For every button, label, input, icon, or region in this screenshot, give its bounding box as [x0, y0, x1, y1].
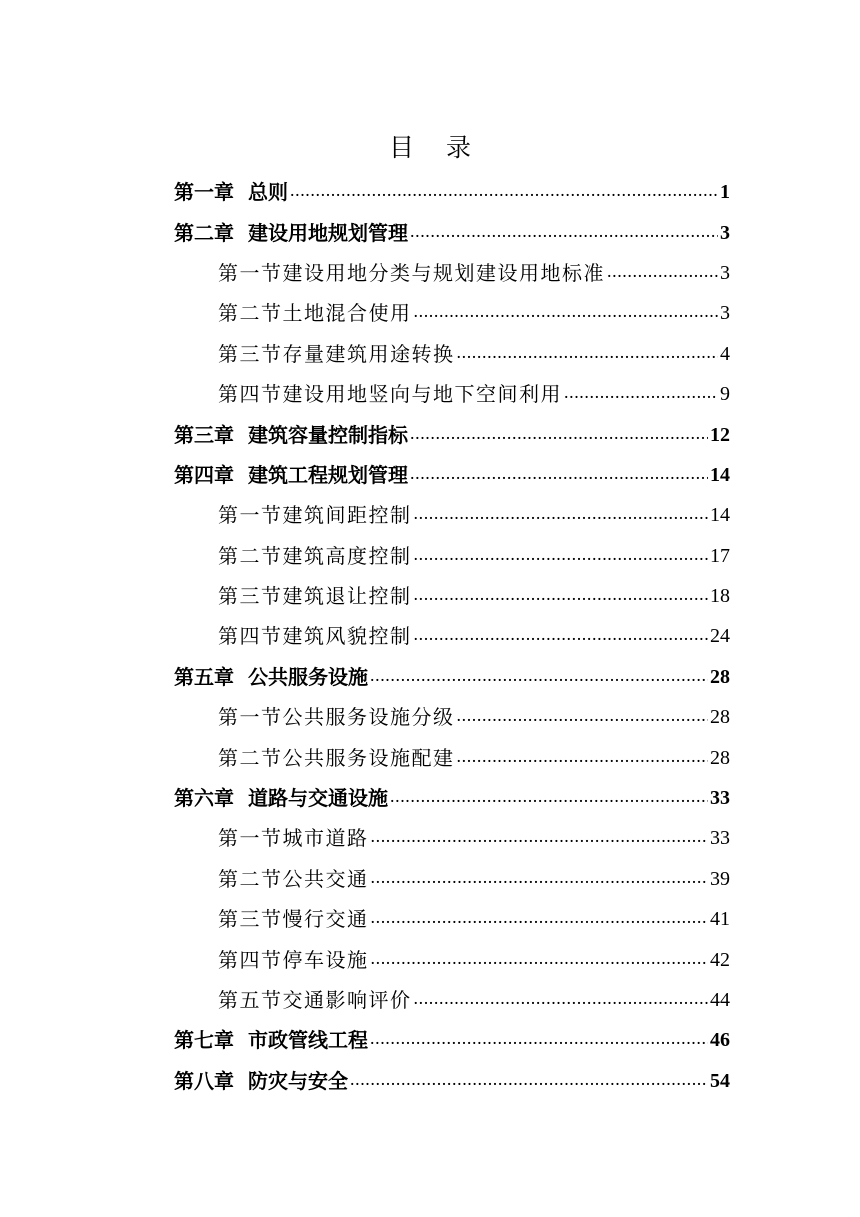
toc-entry-title: 建筑间距控制 [282, 503, 412, 528]
toc-entry-number: 第二节 [218, 745, 283, 770]
toc-page-number: 39 [710, 867, 730, 890]
toc-page-number: 33 [710, 827, 730, 850]
toc-entry-title: 建设用地竖向与地下空间利用 [282, 382, 562, 407]
toc-dot-leader [414, 301, 719, 325]
toc-entry-title: 城市道路 [282, 826, 369, 851]
toc-chapter-entry [174, 1061, 730, 1101]
toc-entry-title: 慢行交通 [282, 907, 369, 932]
toc-entry-label [218, 867, 369, 891]
toc-section-entry [174, 980, 730, 1020]
toc-entry-number: 第七章 [174, 1028, 234, 1053]
toc-entry-label [218, 301, 412, 325]
toc-page-number: 14 [710, 463, 730, 486]
toc-entry-label [218, 948, 369, 972]
toc-entry-label [218, 342, 455, 366]
toc-entry-number: 第三章 [174, 422, 234, 447]
toc-section-entry [174, 374, 730, 414]
toc-entry-title: 公共服务设施分级 [282, 705, 455, 730]
toc-entry-number: 第二节 [218, 543, 283, 568]
toc-entry-number: 第四节 [218, 947, 283, 972]
toc-entry-number: 第八章 [174, 1068, 234, 1093]
toc-dot-leader [607, 261, 718, 285]
toc-entry-title: 总则 [248, 180, 288, 205]
toc-section-entry [174, 859, 730, 899]
toc-dot-leader [410, 221, 718, 245]
toc-entry-title: 道路与交通设施 [248, 786, 388, 811]
toc-entry-title: 建筑风貌控制 [282, 624, 412, 649]
toc-section-entry [174, 495, 730, 535]
toc-entry-title: 存量建筑用途转换 [282, 341, 455, 366]
toc-entry-label [174, 423, 408, 447]
toc-dot-leader [564, 382, 718, 406]
toc-dot-leader [414, 584, 709, 608]
toc-page-number: 3 [720, 261, 730, 284]
toc-page-number: 42 [710, 948, 730, 971]
toc-entry-number: 第四节 [218, 382, 283, 407]
toc-page-number: 54 [710, 1069, 730, 1092]
toc-chapter-entry [174, 1020, 730, 1060]
toc-dot-leader [371, 907, 709, 931]
toc-page-number: 24 [710, 625, 730, 648]
toc-entry-title: 市政管线工程 [248, 1028, 368, 1053]
toc-entry-number: 第二节 [218, 866, 283, 891]
toc-entry-title: 建筑工程规划管理 [248, 462, 408, 487]
toc-page-number: 12 [710, 423, 730, 446]
toc-page-number: 28 [710, 706, 730, 729]
toc-section-entry [174, 536, 730, 576]
toc-entry-label [218, 382, 562, 406]
toc-entry-number: 第五节 [218, 988, 283, 1012]
toc-entry-title: 公共交通 [282, 866, 369, 891]
toc-page-number: 33 [710, 787, 730, 810]
toc-entry-label [174, 463, 408, 487]
toc-section-entry [174, 616, 730, 656]
toc-chapter-entry [174, 172, 730, 212]
toc-entry-number: 第六章 [174, 786, 234, 811]
toc-entry-title: 停车设施 [282, 947, 369, 972]
toc-entry-number: 第三节 [218, 584, 283, 609]
toc-entry-label [218, 826, 369, 850]
toc-chapter-entry [174, 212, 730, 252]
toc-entry-number: 第四章 [174, 462, 234, 487]
toc-page-number: 44 [710, 989, 730, 1011]
toc-entry-number: 第一节 [218, 260, 283, 285]
toc-entry-label [218, 503, 412, 527]
toc-entry-label [218, 907, 369, 931]
toc-entry-number: 第二节 [218, 301, 283, 326]
toc-section-entry [174, 737, 730, 777]
toc-entry-title: 建筑容量控制指标 [248, 422, 408, 447]
toc-entry-number: 第三节 [218, 907, 283, 932]
toc-entry-number: 第一节 [218, 503, 283, 528]
toc-chapter-entry [174, 414, 730, 454]
toc-chapter-entry [174, 657, 730, 697]
toc-chapter-entry [174, 778, 730, 818]
toc-page-number: 4 [720, 342, 730, 365]
toc-entry-number: 第三节 [218, 341, 283, 366]
toc-section-entry [174, 939, 730, 979]
toc-dot-leader [410, 423, 708, 447]
toc-dot-leader [370, 665, 708, 689]
toc-page-number: 46 [710, 1029, 730, 1052]
toc-section-entry [174, 899, 730, 939]
toc-page-number: 1 [720, 181, 730, 204]
toc-dot-leader [371, 867, 709, 891]
toc-dot-leader [414, 544, 709, 568]
toc-page-number: 41 [710, 908, 730, 931]
toc-entry-number: 第一节 [218, 705, 283, 730]
toc-dot-leader [414, 988, 709, 1012]
toc-dot-leader [457, 705, 709, 729]
toc-entry-label [174, 180, 288, 204]
toc-page-number: 9 [720, 383, 730, 406]
toc-page-number: 3 [720, 221, 730, 244]
toc-entry-label [174, 1069, 348, 1093]
toc-section-entry [174, 818, 730, 858]
toc-dot-leader [350, 1069, 708, 1093]
toc-dot-leader [410, 463, 708, 487]
toc-section-entry [174, 253, 730, 293]
toc-section-entry [174, 334, 730, 374]
toc-entry-label [218, 544, 412, 568]
toc-entry-label [174, 786, 388, 810]
toc-entry-title: 公共服务设施 [248, 664, 368, 689]
toc-entry-label [218, 746, 455, 770]
toc-dot-leader [457, 342, 719, 366]
toc-entry-label [174, 665, 368, 689]
toc-entry-label [218, 988, 412, 1012]
toc-dot-leader [371, 826, 709, 850]
toc-dot-leader [457, 746, 709, 770]
toc-dot-leader [290, 180, 718, 204]
toc-section-entry [174, 293, 730, 333]
toc-entry-number: 第五章 [174, 664, 234, 689]
toc-title: 目 录 [389, 133, 483, 162]
toc-chapter-entry [174, 455, 730, 495]
toc-entry-label [218, 261, 605, 285]
toc-list [174, 172, 730, 1101]
toc-entry-label [174, 1028, 368, 1052]
toc-entry-number: 第四节 [218, 624, 283, 649]
toc-section-entry [174, 576, 730, 616]
toc-dot-leader [390, 786, 708, 810]
toc-page-number: 18 [710, 585, 730, 608]
toc-entry-title: 建筑高度控制 [282, 543, 412, 568]
toc-entry-label [218, 705, 455, 729]
toc-page-number: 28 [710, 746, 730, 769]
toc-page-number: 14 [710, 504, 730, 527]
toc-entry-number: 第一章 [174, 180, 234, 205]
toc-page-number: 3 [720, 302, 730, 325]
toc-entry-label [174, 221, 408, 245]
toc-dot-leader [370, 1028, 708, 1052]
toc-entry-label [218, 624, 412, 648]
toc-entry-number: 第一节 [218, 826, 283, 851]
toc-entry-label [218, 584, 412, 608]
toc-entry-number: 第二章 [174, 220, 234, 245]
toc-page-number: 17 [710, 544, 730, 567]
toc-page-number: 28 [710, 665, 730, 688]
toc-section-entry [174, 697, 730, 737]
toc-entry-title: 建设用地分类与规划建设用地标准 [282, 260, 605, 285]
toc-dot-leader [371, 948, 709, 972]
toc-dot-leader [414, 624, 709, 648]
toc-entry-title: 土地混合使用 [282, 301, 412, 326]
toc-entry-title: 建筑退让控制 [282, 584, 412, 609]
toc-dot-leader [414, 503, 709, 527]
toc-entry-title: 公共服务设施配建 [282, 745, 455, 770]
toc-entry-title: 防灾与安全 [248, 1068, 348, 1093]
toc-entry-title: 交通影响评价 [282, 988, 412, 1012]
toc-entry-title: 建设用地规划管理 [248, 220, 408, 245]
